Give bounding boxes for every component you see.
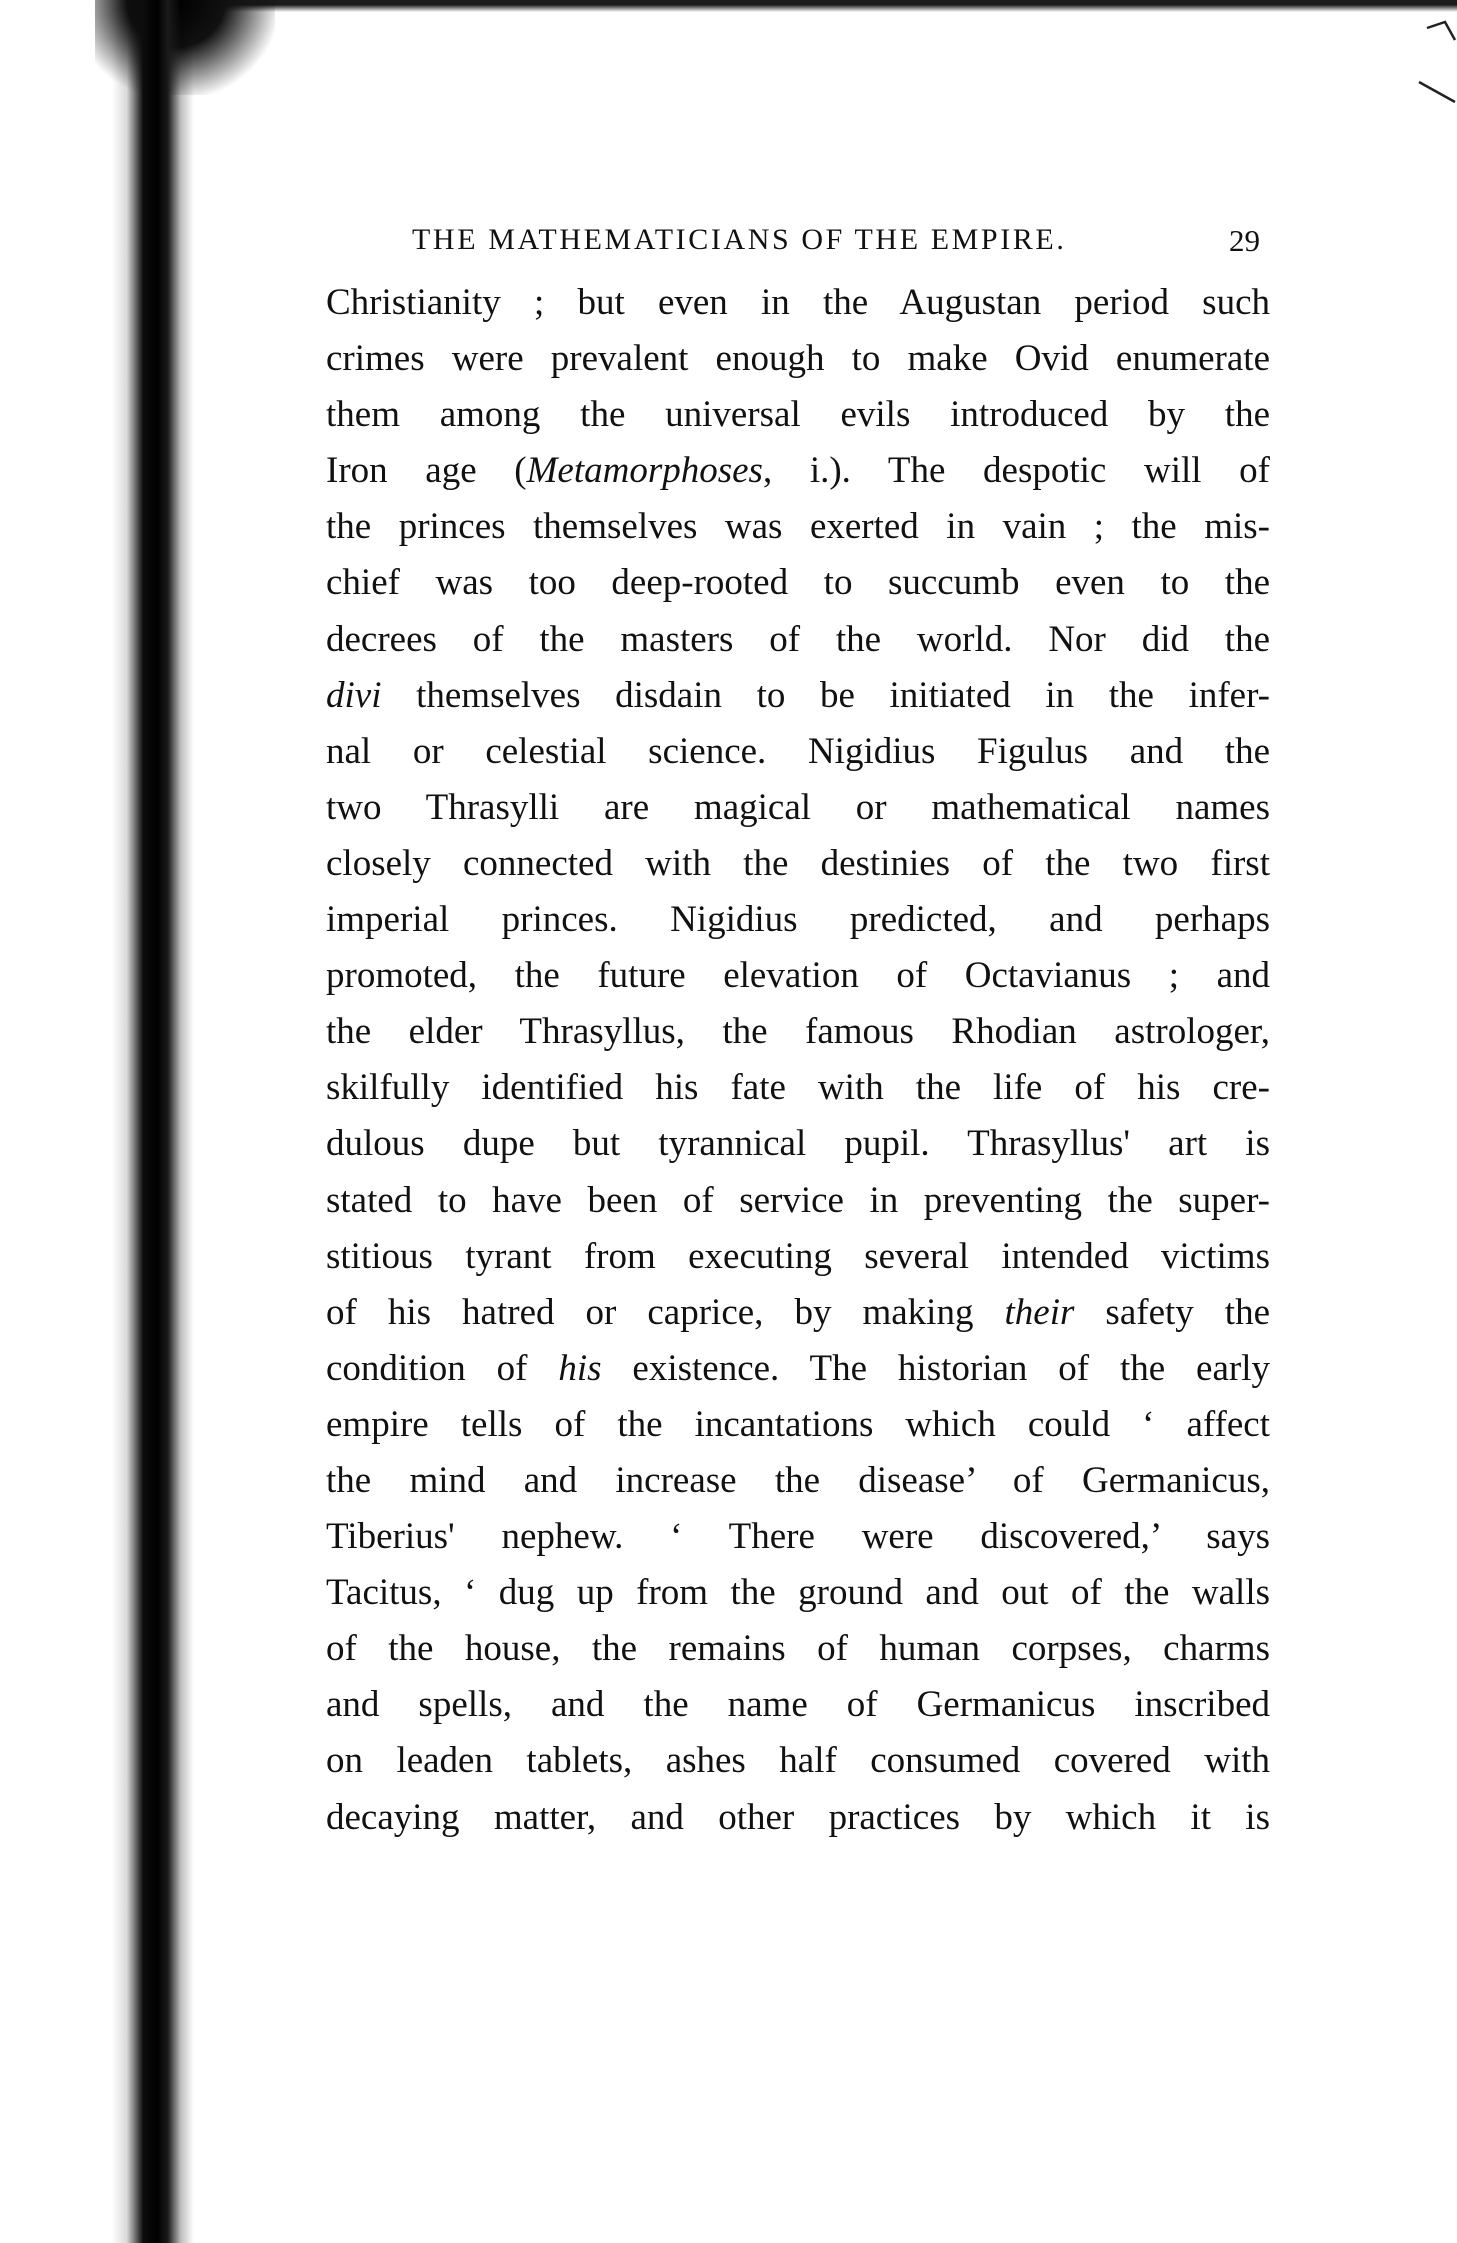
text-segment: Tacitus, ‘ dug up from the ground and out of the walls — [326, 1572, 1270, 1614]
text-line — [326, 1341, 1270, 1397]
text-segment: , i.). The despotic will of — [762, 450, 1271, 492]
text-line — [326, 1004, 1270, 1060]
scan-corner-mark — [1417, 20, 1457, 110]
text-line — [326, 1509, 1270, 1565]
text-line — [326, 668, 1270, 724]
text-line — [326, 948, 1270, 1004]
text-line — [326, 724, 1270, 780]
text-segment: on leaden tablets, ashes half consumed covered with — [326, 1740, 1270, 1782]
text-line — [326, 1790, 1270, 1846]
text-line — [326, 1285, 1270, 1341]
text-segment: promoted, the future elevation of Octavianus ; and — [326, 955, 1270, 997]
text-segment: skilfully identified his fate with the life of his cre- — [326, 1067, 1270, 1109]
text-segment: two Thrasylli are magical or mathematical names — [326, 786, 1270, 828]
text-segment: chief was too deep-rooted to succumb even to the — [326, 562, 1270, 604]
italic-text: his — [558, 1347, 602, 1389]
text-line — [326, 1173, 1270, 1229]
text-line — [326, 443, 1270, 499]
text-segment: imperial princes. Nigidius predicted, and perhaps — [326, 899, 1270, 941]
text-line — [326, 1733, 1270, 1789]
text-segment: the princes themselves was exerted in vain ; the mis- — [326, 506, 1270, 548]
text-segment: themselves disdain to be initiated in the infer- — [381, 674, 1270, 716]
text-line — [326, 892, 1270, 948]
text-segment: closely connected with the destinies of the two first — [326, 842, 1270, 884]
text-line — [326, 1453, 1270, 1509]
text-segment: empire tells of the incantations which could ‘ affect — [326, 1403, 1270, 1445]
text-line — [326, 1229, 1270, 1285]
italic-text: divi — [326, 674, 382, 716]
text-segment: dulous dupe but tyrannical pupil. Thrasyllus' art is — [326, 1123, 1270, 1165]
text-line — [326, 1060, 1270, 1116]
text-line — [326, 612, 1270, 668]
text-line — [326, 331, 1270, 387]
text-segment: Iron age ( — [326, 450, 527, 492]
text-segment: crimes were prevalent enough to make Ovid enumerate — [326, 338, 1270, 380]
text-segment: condition of — [326, 1347, 559, 1389]
text-segment: of the house, the remains of human corpses, charms — [326, 1628, 1270, 1670]
book-page — [326, 215, 1270, 1846]
text-line — [326, 1397, 1270, 1453]
italic-text: Metamorphoses — [526, 450, 763, 492]
text-line — [326, 275, 1270, 331]
running-head-title: THE MATHEMATICIANS OF THE EMPIRE. — [412, 223, 1067, 256]
text-line — [326, 1677, 1270, 1733]
scan-gutter-shadow — [112, 0, 194, 2243]
text-segment: existence. The historian of the early — [601, 1347, 1270, 1389]
text-segment: decaying matter, and other practices by which it is — [326, 1796, 1270, 1838]
text-segment: decrees of the masters of the world. Nor did the — [326, 618, 1270, 660]
text-segment: the elder Thrasyllus, the famous Rhodian astrologer, — [326, 1011, 1270, 1053]
text-line — [326, 1116, 1270, 1172]
text-segment: Christianity ; but even in the Augustan period such — [326, 282, 1270, 323]
text-line — [326, 1621, 1270, 1677]
text-line — [326, 387, 1270, 443]
text-segment: the mind and increase the disease’ of Germanicus, — [326, 1459, 1270, 1501]
text-segment: nal or celestial science. Nigidius Figulus and the — [326, 730, 1270, 772]
text-line — [326, 836, 1270, 892]
text-segment: safety the — [1074, 1291, 1270, 1333]
text-segment: of his hatred or caprice, by making — [326, 1291, 1005, 1333]
text-segment: stated to have been of service in preventing the super- — [326, 1179, 1270, 1221]
text-segment: them among the universal evils introduced by the — [326, 394, 1270, 436]
text-segment: stitious tyrant from executing several intended victims — [326, 1235, 1270, 1277]
text-line — [326, 780, 1270, 836]
running-head — [326, 215, 1270, 275]
text-line — [326, 1565, 1270, 1621]
italic-text: their — [1004, 1291, 1075, 1333]
text-line — [326, 555, 1270, 611]
body-text — [326, 275, 1270, 1846]
scan-top-edge — [150, 0, 1457, 12]
page-number: 29 — [1229, 223, 1260, 258]
text-line — [326, 499, 1270, 555]
text-segment: Tiberius' nephew. ‘ There were discovered,’ says — [326, 1516, 1270, 1558]
text-segment: and spells, and the name of Germanicus inscribed — [326, 1684, 1270, 1726]
